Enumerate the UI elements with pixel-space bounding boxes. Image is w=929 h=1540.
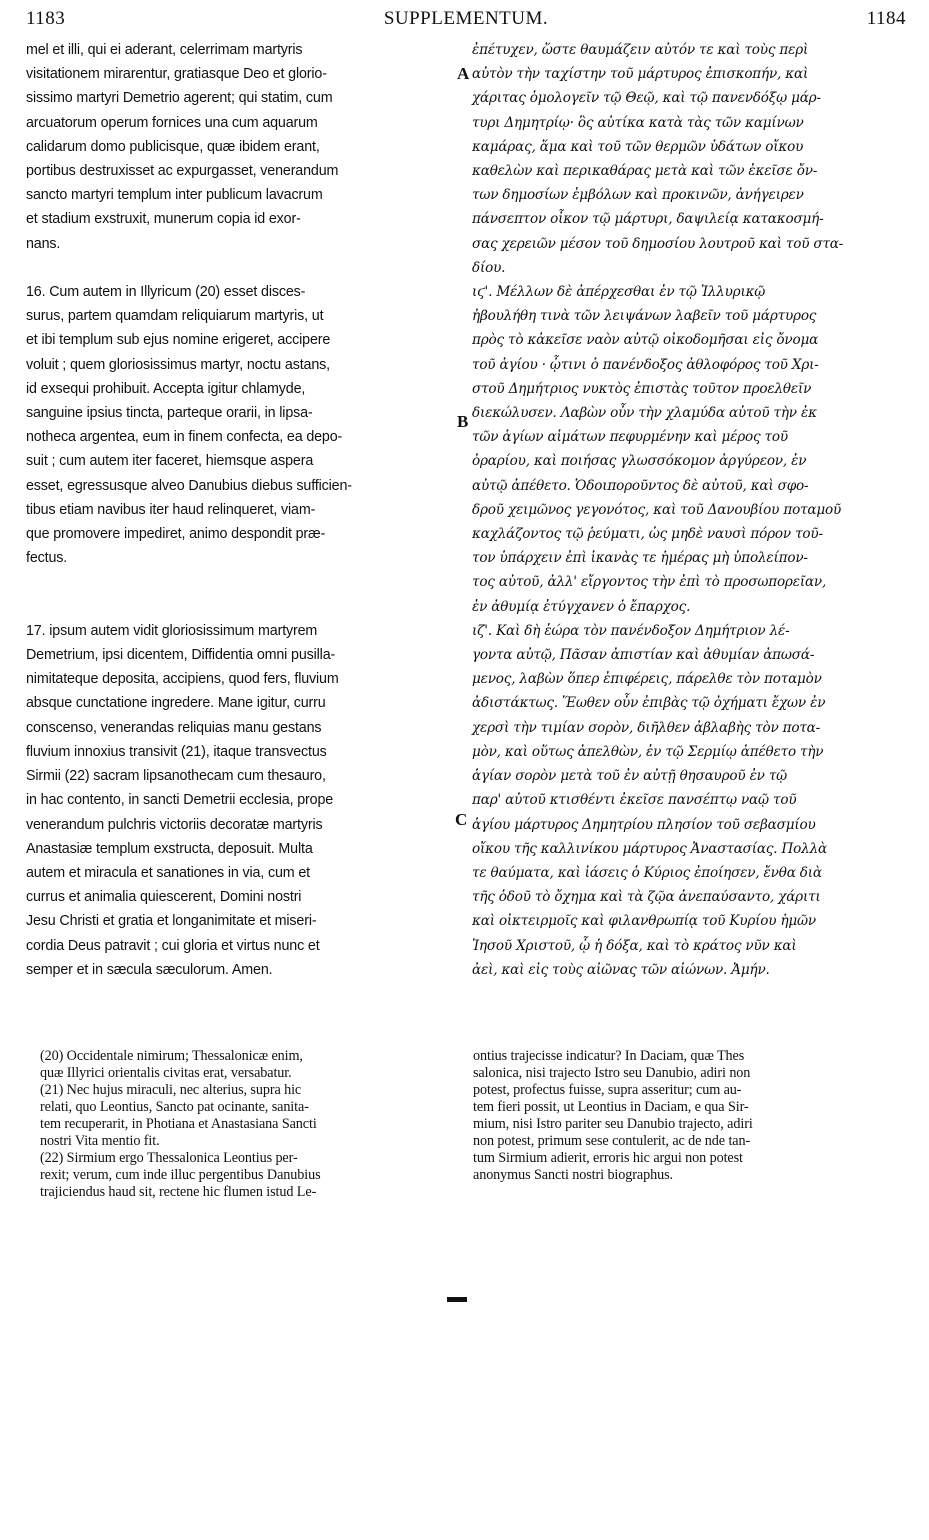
running-title: SUPPLEMENTUM.	[383, 8, 549, 29]
greek-text-line: ἁγίου μάρτυρος Δημητρίου πλησίον τοῦ σεβασμίου	[472, 816, 816, 833]
latin-text-line: tibus etiam navibus iter haud relinqueret, viam-	[26, 501, 316, 518]
latin-text-line: fectus.	[26, 550, 68, 567]
latin-text-line: sanguine ipsius tincta, parteque orarii, in lipsa-	[26, 405, 313, 422]
latin-text-line: suit ; cum autem iter faceret, hiemsque aspera	[26, 453, 314, 470]
latin-text-line: cordia Deus patravit ; cui gloria et virtus nunc et	[26, 937, 320, 954]
footnotes-left	[40, 1048, 460, 1201]
greek-text-line: ἐπέτυχεν, ὥστε θαυμάζειν αὐτόν τε καὶ τοὺς περὶ	[472, 42, 809, 58]
latin-text-line	[26, 570, 456, 594]
greek-text-line: τον ὑπάρχειν ἐπὶ ἱκανὰς τε ἡμέρας μὴ ὑπολείπον-	[472, 550, 808, 567]
greek-text-line: αὐτὸν τὴν ταχίστην τοῦ μάρτυρος ἐπισκοπήν, καὶ	[472, 66, 809, 83]
greek-text-line: ὀραρίου, καὶ ποιήσας γλωσσόκομον ἀργύρεον, ἐν	[472, 453, 807, 470]
greek-text-line: τῆς ὁδοῦ τὸ ὄχημα καὶ τὰ ζῷα ἀνεπαύσαντο, χάριτι	[472, 889, 821, 906]
greek-text-line: χάριτας ὁμολογεῖν τῷ Θεῷ, καὶ τῷ πανενδόξῳ μάρ-	[472, 90, 821, 107]
greek-text-line: αὐτῷ ἀπέθετο. Ὁδοιποροῦντος δὲ αὐτοῦ, καὶ σφο-	[472, 477, 809, 494]
latin-text-line: sancto martyri templum inter publicum lavacrum	[26, 187, 323, 204]
latin-text-line: surus, partem quamdam reliquiarum martyris, ut	[26, 308, 324, 325]
footnote-line: tem recuperarit, in Photiana et Anastasiana Sancti	[40, 1116, 317, 1132]
greek-text-line: καμάρας, ἅμα καὶ τοῦ τῶν θερμῶν ὑδάτων οἴκου	[472, 138, 804, 155]
greek-text-line: χερσὶ τὴν τιμίαν σορὸν, διῆλθεν ἀβλαβὴς τὸν ποτα-	[472, 719, 821, 736]
greek-column	[472, 38, 902, 982]
footnote-line: anonymus Sancti nostri biographus.	[473, 1167, 673, 1183]
running-header	[26, 8, 906, 34]
footnote-line: salonica, nisi trajecto Istro seu Danubio, adiri non	[473, 1065, 751, 1081]
footnote-line: (21) Nec hujus miraculi, nec alterius, supra hic	[40, 1082, 302, 1098]
greek-text-line: τοῦ ἁγίου · ᾧτινι ὁ πανένδοξος ἀθλοφόρος τοῦ Χρι-	[472, 356, 819, 373]
greek-text-line: μενος, λαβὼν ὅπερ ἐπιφέρεις, πάρελθε τὸν ποταμὸν	[472, 671, 822, 688]
footnote-line: mium, nisi Istro pariter seu Danubio trajecto, adiri	[473, 1116, 753, 1132]
greek-text-line: τε θαύματα, καὶ ἰάσεις ὁ Κύριος ἐποίησεν, ἔνθα διὰ	[472, 864, 822, 881]
end-rule	[447, 1297, 467, 1302]
greek-text-line: καχλάζοντος τῷ ῥεύματι, ὡς μηδὲ ναυσὶ πόρον τοῦ-	[472, 526, 823, 543]
latin-text-line: sissimo martyri Demetrio agerent; qui statim, cum	[26, 90, 333, 107]
latin-text-line: esset, egressusque alveo Danubius diebus sufficien-	[26, 477, 352, 494]
latin-text-line: calidarum domo publicisque, quæ ibidem erant,	[26, 138, 320, 155]
greek-text-line: καὶ οἰκτειρμοῖς καὶ φιλανθρωπίᾳ τοῦ Κυρίου ἡμῶν	[472, 913, 816, 930]
greek-text-line: οἴκου τῆς καλλινίκου μάρτυρος Ἀναστασίας. Πολλὰ	[472, 840, 827, 857]
latin-text-line: autem et miracula et sanationes in via, cum et	[26, 864, 310, 881]
latin-text-line: Sirmii (22) sacram lipsanothecam cum thesauro,	[26, 768, 326, 785]
latin-text-line: id exsequi prohibuit. Accepta igitur chlamyde,	[26, 380, 306, 397]
footnotes-right	[473, 1048, 903, 1184]
footnote-line: tum Sirmium adierit, erroris hic argui non potest	[473, 1150, 743, 1166]
latin-text-line: absque cunctatione ingredere. Mane igitur, curru	[26, 695, 326, 712]
footnote-line: (20) Occidentale nimirum; Thessalonicæ enim,	[40, 1048, 303, 1064]
greek-text-line: διεκώλυσεν. Λαβὼν οὖν τὴν χλαμύδα αὐτοῦ τὴν ἐκ	[472, 405, 817, 422]
latin-text-line: arcuatorum operum fornices una cum aquarum	[26, 114, 318, 131]
greek-text-line: τῶν ἁγίων αἱμάτων πεφυρμένην καὶ μέρος τοῦ	[472, 429, 788, 446]
greek-text-line: Ἰησοῦ Χριστοῦ, ᾧ ἡ δόξα, καὶ τὸ κράτος νῦν καὶ	[472, 937, 797, 954]
latin-text-line: in hac contento, in sancti Demetrii ecclesia, prope	[26, 792, 334, 809]
footnote-line: trajiciendus haud sit, rectene hic flumen istud Le-	[40, 1184, 317, 1200]
greek-text-line: ἠβουλήθη τινὰ τῶν λειψάνων λαβεῖν τοῦ μάρτυρος	[472, 308, 817, 325]
greek-text-line: πρὸς τὸ κἀκεῖσε ναὸν αὐτῷ οἰκοδομῆσαι εἰς ὄνομα	[472, 332, 819, 349]
latin-text-line: que promovere impediret, animo despondit præ-	[26, 526, 326, 543]
greek-text-line: των δημοσίων ἐμβόλων καὶ προκινῶν, ἀνήγειρεν	[472, 187, 804, 204]
page-number-left: 1183	[26, 8, 66, 29]
latin-text-line: Demetrium, ipsi dicentem, Diffidentia omni pusilla-	[26, 647, 336, 664]
greek-text-line: δίου.	[472, 259, 506, 276]
latin-text-line: conscenso, venerandas reliquias manu gestans	[26, 719, 322, 736]
latin-text-line: portibus destruxisset ac expurgasset, venerandum	[26, 163, 339, 180]
latin-text-line: fluvium innoxius transivit (21), itaque transvectus	[26, 743, 327, 760]
footnote-line: rexit; verum, cum inde illuc pergentibus Danubius	[40, 1167, 321, 1183]
latin-text-line: 17. ipsum autem vidit gloriosissimum martyrem	[26, 622, 318, 639]
greek-text-line: μὸν, καὶ οὕτως ἀπελθὼν, ἐν τῷ Σερμίῳ ἀπέθετο τὴν	[472, 743, 824, 760]
footnote-line: tem fieri possit, ut Leontius in Daciam, e qua Sir-	[473, 1099, 749, 1115]
greek-text-line: ἐν ἀθυμίᾳ ἐτύγχανεν ὁ ἔπαρχος.	[472, 598, 691, 615]
greek-text-line: τος αὐτοῦ, ἀλλ' εἴργοντος τὴν ἐπὶ τὸ προσωπορεῖαν,	[472, 574, 827, 591]
page-number-right: 1184	[866, 8, 906, 29]
latin-column	[26, 38, 456, 982]
margin-letter-a: A	[457, 64, 470, 83]
greek-text-line: δροῦ χειμῶνος γεγονότος, καὶ τοῦ Δανουβίου ποταμοῦ	[472, 501, 842, 518]
greek-text-line: ἀεὶ, καὶ εἰς τοὺς αἰῶνας τῶν αἰώνων. Ἀμήν.	[472, 961, 770, 978]
latin-text-line: nimitateque deposita, accipiens, quod fers, fluvium	[26, 671, 339, 688]
footnote-line: non potest, primum sese contulerit, ac de nde tan-	[473, 1133, 751, 1149]
latin-text-line: notheca argentea, eum in finem confecta, ea depo-	[26, 429, 343, 446]
latin-text-line: et ibi templum sub ejus nomine erigeret, accipere	[26, 332, 331, 349]
latin-text-line: currus et animalia quiescerent, Domini nostri	[26, 889, 302, 906]
latin-text-line: Anastasiæ templum exstructa, deposuit. Multa	[26, 840, 313, 857]
greek-text-line: στοῦ Δημήτριος νυκτὸς ἐπιστὰς τοῦτον προελθεῖν	[472, 380, 812, 397]
latin-text-line: et stadium exstruxit, munerum copia id exor-	[26, 211, 301, 228]
greek-text-line: σας χερειῶν μέσον τοῦ δημοσίου λουτροῦ καὶ τοῦ στα-	[472, 235, 844, 252]
latin-text-line: Jesu Christi et gratia et longanimitate et miseri-	[26, 913, 317, 930]
latin-text-line: voluit ; quem gloriosissimus martyr, noctu astans,	[26, 356, 330, 373]
latin-text-line: visitationem mirarentur, gratiasque Deo et glorio-	[26, 66, 327, 83]
footnote-line: relati, quo Leontius, Sancto pat ocinante, sanita-	[40, 1099, 309, 1115]
greek-text-line: ἀδιστάκτως. Ἕωθεν οὖν ἐπιβὰς τῷ ὀχήματι ἔχων ἐν	[472, 695, 826, 712]
latin-text-line	[26, 595, 456, 619]
footnote-line: nostri Vita mentio fit.	[40, 1133, 160, 1149]
latin-text-line	[26, 256, 456, 280]
greek-text-line: καθελὼν καὶ περικαθάρας μετὰ καὶ τῶν ἐκεῖσε ὄν-	[472, 163, 818, 180]
margin-letter-b: B	[457, 412, 469, 431]
greek-text-line: ἁγίαν σορὸν μετὰ τοῦ ἐν αὐτῇ θησαυροῦ ἐν τῷ	[472, 768, 788, 785]
greek-text-line: ιζ'. Καὶ δὴ ἑώρα τὸν πανένδοξον Δημήτριον λέ-	[472, 622, 790, 639]
latin-text-line: semper et in sæcula sæculorum. Amen.	[26, 961, 273, 978]
latin-text-line: 16. Cum autem in Illyricum (20) esset disces-	[26, 284, 306, 301]
greek-text-line: ιϛ'. Μέλλων δὲ ἀπέρχεσθαι ἐν τῷ Ἰλλυρικῷ	[472, 284, 766, 301]
greek-text-line: γοντα αὐτῷ, Πᾶσαν ἀπιστίαν καὶ ἀθυμίαν ἀπωσά-	[472, 647, 815, 664]
footnote-line: (22) Sirmium ergo Thessalonica Leontius per-	[40, 1150, 298, 1166]
footnote-line: potest, profectus fuisse, supra asseritur; cum au-	[473, 1082, 742, 1098]
latin-text-line: venerandum pulchris victoriis decoratæ martyris	[26, 816, 323, 833]
greek-text-line: τυρι Δημητρίῳ· ὃς αὐτίκα κατὰ τὰς τῶν καμίνων	[472, 114, 804, 131]
margin-letter-c: C	[455, 810, 468, 829]
footnote-line: ontius trajecisse indicatur? In Daciam, quæ Thes	[473, 1048, 745, 1064]
greek-text-line: παρ' αὐτοῦ κτισθέντι ἐκεῖσε πανσέπτῳ ναῷ τοῦ	[472, 792, 797, 809]
latin-text-line: mel et illi, qui ei aderant, celerrimam martyris	[26, 42, 303, 58]
greek-text-line: πάνσεπτον οἶκον τῷ μάρτυρι, δαψιλείᾳ κατακοσμή-	[472, 211, 824, 228]
latin-text-line: nans.	[26, 235, 61, 252]
footnote-line: quæ Illyrici orientalis civitas erat, versabatur.	[40, 1065, 292, 1081]
